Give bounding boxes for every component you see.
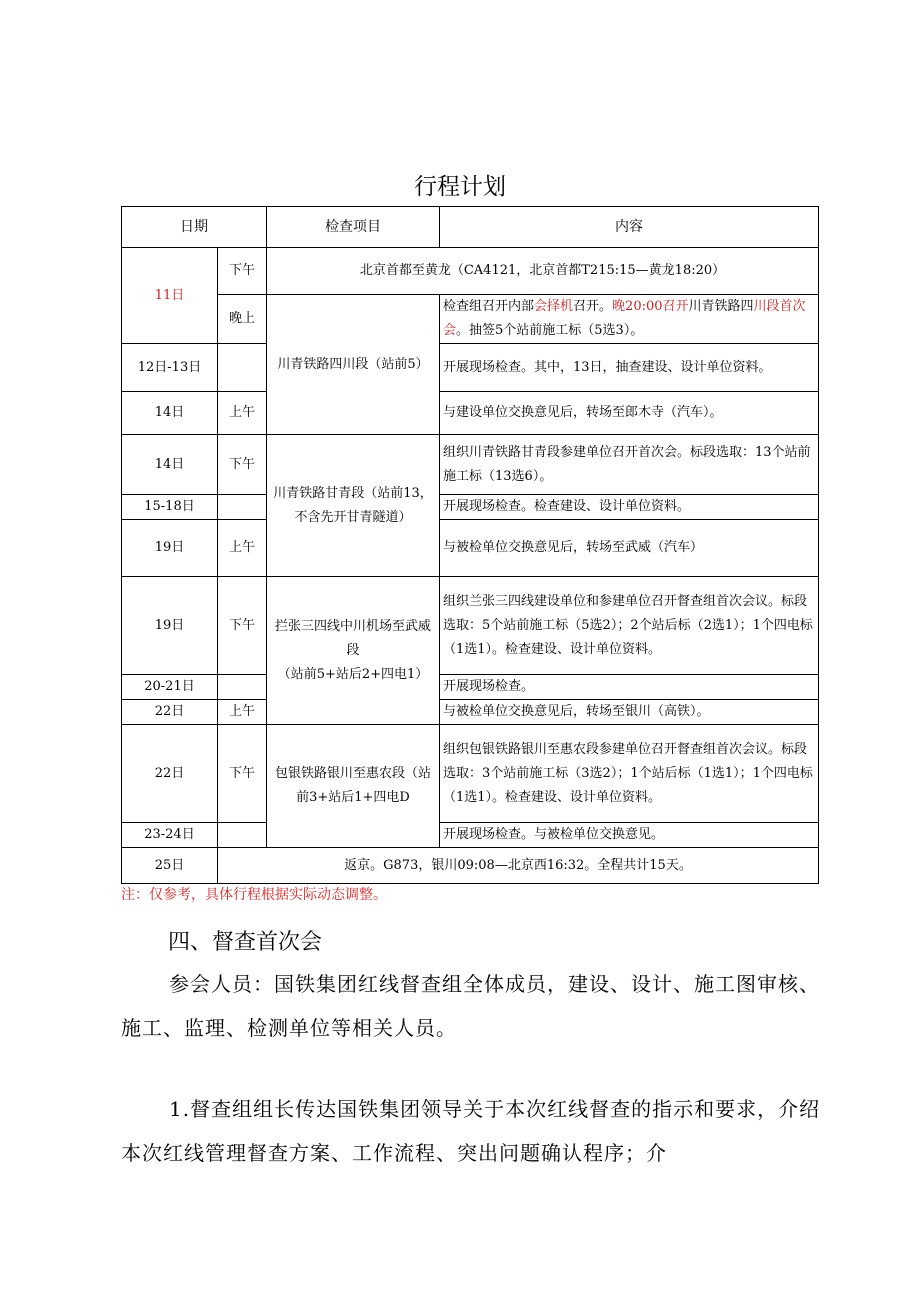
time-cell: 下午 <box>218 248 267 295</box>
date-cell: 22日 <box>122 725 218 823</box>
time-cell <box>218 495 267 520</box>
content-cell: 开展现场检查。与被检单位交换意见。 <box>440 823 819 848</box>
time-cell <box>218 823 267 848</box>
date-cell: 22日 <box>122 700 218 725</box>
table-row <box>122 675 819 700</box>
time-cell: 上午 <box>218 520 267 577</box>
table-row <box>122 520 819 577</box>
content-cell: 组织川青铁路甘青段参建单位召开首次会。标段选取：13个站前施工标（13选6）。 <box>440 435 819 495</box>
content-cell: 与被检单位交换意见后，转场至银川（高铁）。 <box>440 700 819 725</box>
header-item: 检查项目 <box>267 207 440 248</box>
table-row <box>122 495 819 520</box>
time-cell: 下午 <box>218 577 267 675</box>
date-cell: 11日 <box>122 248 218 344</box>
table-header-row <box>122 207 819 248</box>
item-cell: 包银铁路银川至惠农段（站前3+站后1+四电D <box>267 725 440 848</box>
table-row <box>122 344 819 392</box>
table-row <box>122 248 819 295</box>
table-row <box>122 435 819 495</box>
time-cell: 下午 <box>218 725 267 823</box>
schedule-table <box>121 206 819 884</box>
item-name: 拦张三四线中川机场至武威段 <box>274 618 431 658</box>
content-cell: 与建设单位交换意见后，转场至郎木寺（汽车）。 <box>440 392 819 435</box>
content-cell: 检查组召开内部会择机召开。晚20:00召开川青铁路四川段首次会。抽签5个站前施工标（5选3）。 <box>440 295 819 344</box>
date-cell: 25日 <box>122 848 218 884</box>
header-content: 内容 <box>440 207 819 248</box>
table-row <box>122 725 819 823</box>
content-cell: 北京首都至黄龙（CA4121，北京首都T215:15—黄龙18:20） <box>267 248 819 295</box>
time-cell: 上午 <box>218 700 267 725</box>
date-cell: 19日 <box>122 520 218 577</box>
content-cell: 开展现场检查。 <box>440 675 819 700</box>
table-row <box>122 700 819 725</box>
table-note: 注：仅参考，具体行程根据实际动态调整。 <box>121 887 387 903</box>
content-cell: 开展现场检查。检查建设、设计单位资料。 <box>440 495 819 520</box>
content-cell: 开展现场检查。其中，13日，抽查建设、设计单位资料。 <box>440 344 819 392</box>
table-row <box>122 848 819 884</box>
date-cell: 14日 <box>122 435 218 495</box>
date-cell: 20-21日 <box>122 675 218 700</box>
table-row <box>122 823 819 848</box>
section-heading: 四、督查首次会 <box>168 930 323 955</box>
date-cell: 23-24日 <box>122 823 218 848</box>
table-row <box>122 295 819 344</box>
paragraph-attendees: 参会人员：国铁集团红线督查组全体成员，建设、设计、施工图审核、施工、监理、检测单位等相关人员。 <box>121 972 820 1040</box>
time-cell <box>218 675 267 700</box>
table-row <box>122 392 819 435</box>
time-cell: 晚上 <box>218 295 267 344</box>
paragraph-item-1: 1.督查组组长传达国铁集团领导关于本次红线督查的指示和要求，介绍本次红线管理督查方案、工作流程、突出问题确认程序；介 <box>121 1097 821 1165</box>
table-row <box>122 577 819 675</box>
page-title: 行程计划 <box>414 174 506 200</box>
header-date: 日期 <box>122 207 267 248</box>
content-cell: 返京。G873，银川09:08—北京西16:32。全程共计15天。 <box>218 848 819 884</box>
content-cell: 组织兰张三四线建设单位和参建单位召开督查组首次会议。标段选取：5个站前施工标（5选2）；2个站后标（2选1）；1个四电标（1选1）。检查建设、设计单位资料。 <box>440 577 819 675</box>
date-cell: 15-18日 <box>122 495 218 520</box>
content-cell: 与被检单位交换意见后，转场至武威（汽车） <box>440 520 819 577</box>
item-cell <box>267 577 440 725</box>
date-cell: 19日 <box>122 577 218 675</box>
date-cell: 14日 <box>122 392 218 435</box>
time-cell: 上午 <box>218 392 267 435</box>
date-cell: 12日-13日 <box>122 344 218 392</box>
time-cell: 下午 <box>218 435 267 495</box>
content-cell: 组织包银铁路银川至惠农段参建单位召开督查组首次会议。标段选取：3个站前施工标（3选2）；1个站后标（1选1）；1个四电标（1选1）。检查建设、设计单位资料。 <box>440 725 819 823</box>
item-cell: 川青铁路四川段（站前5） <box>267 295 440 435</box>
time-cell <box>218 344 267 392</box>
item-cell: 川青铁路甘青段（站前13，不含先开甘青隧道） <box>267 435 440 577</box>
item-scope: （站前5+站后2+四电1） <box>277 666 429 682</box>
